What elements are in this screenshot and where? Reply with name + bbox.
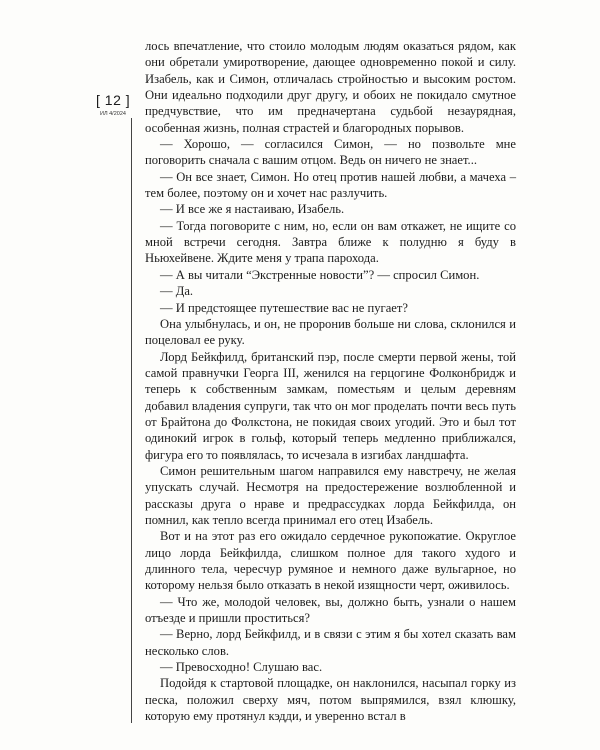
paragraph: — Превосходно! Слушаю вас. bbox=[160, 660, 323, 675]
margin-header bbox=[96, 92, 130, 117]
paragraph: Подойдя к стартовой площадке, он наклонился, насыпал горку из песка, положил сверху мяч, потом выпрямился, взял клюшку, которую ему протянул кэдди, и уверенно встал в bbox=[145, 676, 516, 724]
paragraph: — Да. bbox=[160, 284, 194, 299]
page-number: [ 12 ] bbox=[96, 92, 131, 108]
paragraph: Симон решительным шагом направился ему навстречу, не желая упускать случай. Несмотря на предостережение возлюбленной и рассказы друга о нраве и предрассудках лорда Бейкфилда, он помнил, как тепло всегда принимал его отец Изабель. bbox=[145, 463, 516, 527]
paragraph: — Он все знает, Симон. Но отец против нашей любви, а мачеха – тем более, поэтому он и хочет нас разлучить. bbox=[145, 169, 516, 201]
paragraph: Лорд Бейкфилд, британский пэр, после смерти первой жены, той самой правнучки Георга III, женился на герцогине Фолконбридж и теперь к собственным замкам, поместьям и целым деревням добавил владения супруги, так что он мог проделать почти весь путь от Брайтона до Фолкстона, не покидая своих угодий. Это и был тот одинокий игрок в гольф, который теперь медленно приближался, фигура его то появлялась, то исчезала в изгибах ландшафта. bbox=[145, 349, 516, 462]
paragraph: — И предстоящее путешествие вас не пугает? bbox=[160, 300, 408, 315]
paragraph: — Что же, молодой человек, вы, должно быть, узнали о нашем отъезде и пришли проститься? bbox=[145, 594, 516, 626]
paragraph: — Тогда поговорите с ним, но, если он вам откажет, не ищите со мной встречи сегодня. Завтра ближе к полудню я буду в Ньюхейвене. Ждите меня у трапа парохода. bbox=[145, 218, 516, 266]
paragraph: — А вы читали “Экстренные новости”? — спросил Симон. bbox=[160, 267, 480, 282]
paragraph: Вот и на этот раз его ожидало сердечное рукопожатие. Округлое лицо лорда Бейкфилда, слишком полное для такого худого и длинного тела, чересчур румяное и немного даже вульгарное, но которому нельзя было отказать в некой изящности черт, оживилось. bbox=[145, 529, 516, 593]
paragraph: — И все же я настаиваю, Изабель. bbox=[160, 202, 345, 217]
paragraph: — Верно, лорд Бейкфилд, и в связи с этим я бы хотел сказать вам несколько слов. bbox=[145, 627, 516, 658]
paragraph: — Хорошо, — согласился Симон, — но позвольте мне поговорить сначала с вашим отцом. Ведь он ничего не знает... bbox=[145, 137, 516, 168]
paragraph: Она улыбнулась, и он, не проронив больше ни слова, склонился и поцеловал ее руку. bbox=[145, 316, 516, 348]
issue-label: ИЛ 4/2024 bbox=[100, 111, 126, 117]
margin-rule bbox=[131, 118, 132, 723]
paragraph: лось впечатление, что стоило молодым людям оказаться рядом, как они обретали умиротворение, дающее одновременно покой и силу. Изабель, как и Симон, отличалась стройностью и высоким ростом. Они идеально подходили друг другу, и обоих не покидало смутное предчувствие, что им предначертана судьбой незаурядная, особенная жизнь, полная страстей и благородных порывов. bbox=[145, 39, 516, 135]
body-text bbox=[145, 38, 516, 724]
